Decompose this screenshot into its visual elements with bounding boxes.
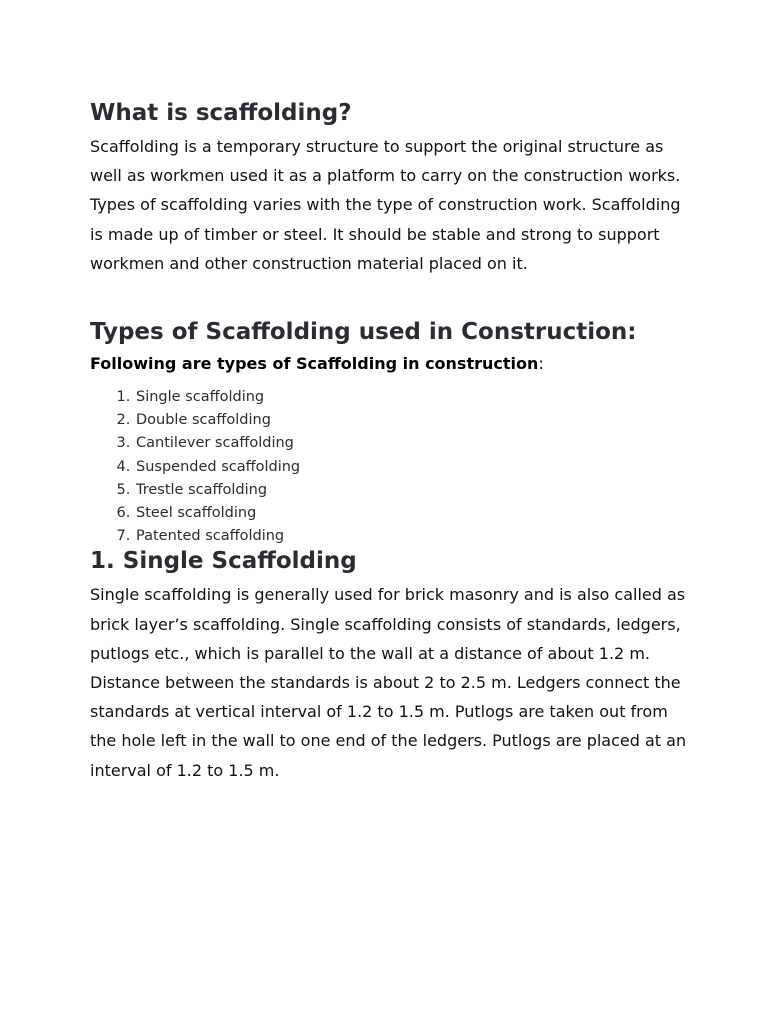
what-is-scaffolding-heading: What is scaffolding?: [90, 100, 352, 126]
list-item: 1. Single scaffolding: [135, 386, 690, 409]
list-item: 2. Double scaffolding: [135, 409, 690, 432]
single-scaffolding-heading: 1. Single Scaffolding: [90, 548, 357, 575]
list-item: 7. Patented scaffolding: [135, 525, 690, 548]
list-item: 6. Steel scaffolding: [135, 502, 690, 525]
types-lead-suffix: :: [538, 354, 544, 374]
types-of-scaffolding-heading: Types of Scaffolding used in Construction:: [90, 319, 637, 346]
single-scaffolding-paragraph: Single scaffolding is generally used for brick masonry and is also called as brick layer’s scaffolding. Single scaffolding consists of standards, ledgers, putlogs etc., which is parallel to the wall at a distance of about 1.2 m. Distance between the standards is about 2 to 2.5 m. Ledgers connect the standards at vertical interval of 1.2 to 1.5 m. Putlogs are taken out from the hole left in the wall to one end of the ledgers. Putlogs are placed at an interval of 1.2 to 1.5 m.: [90, 585, 687, 780]
what-is-scaffolding-paragraph: Scaffolding is a temporary structure to support the original structure as well as workmen used it as a platform to carry on the construction works. Types of scaffolding varies with the type of construction work. Scaffolding is made up of timber or steel. It should be stable and strong to support workmen and other construction material placed on it.: [90, 137, 681, 273]
types-list: [90, 386, 690, 548]
list-item: 3. Cantilever scaffolding: [135, 432, 690, 455]
list-item: 4. Suspended scaffolding: [135, 456, 690, 479]
list-item: 5. Trestle scaffolding: [135, 479, 690, 502]
document-page: [90, 94, 690, 785]
types-lead-text: [90, 350, 690, 378]
types-lead-bold: Following are types of Scaffolding in construction: [90, 354, 539, 374]
